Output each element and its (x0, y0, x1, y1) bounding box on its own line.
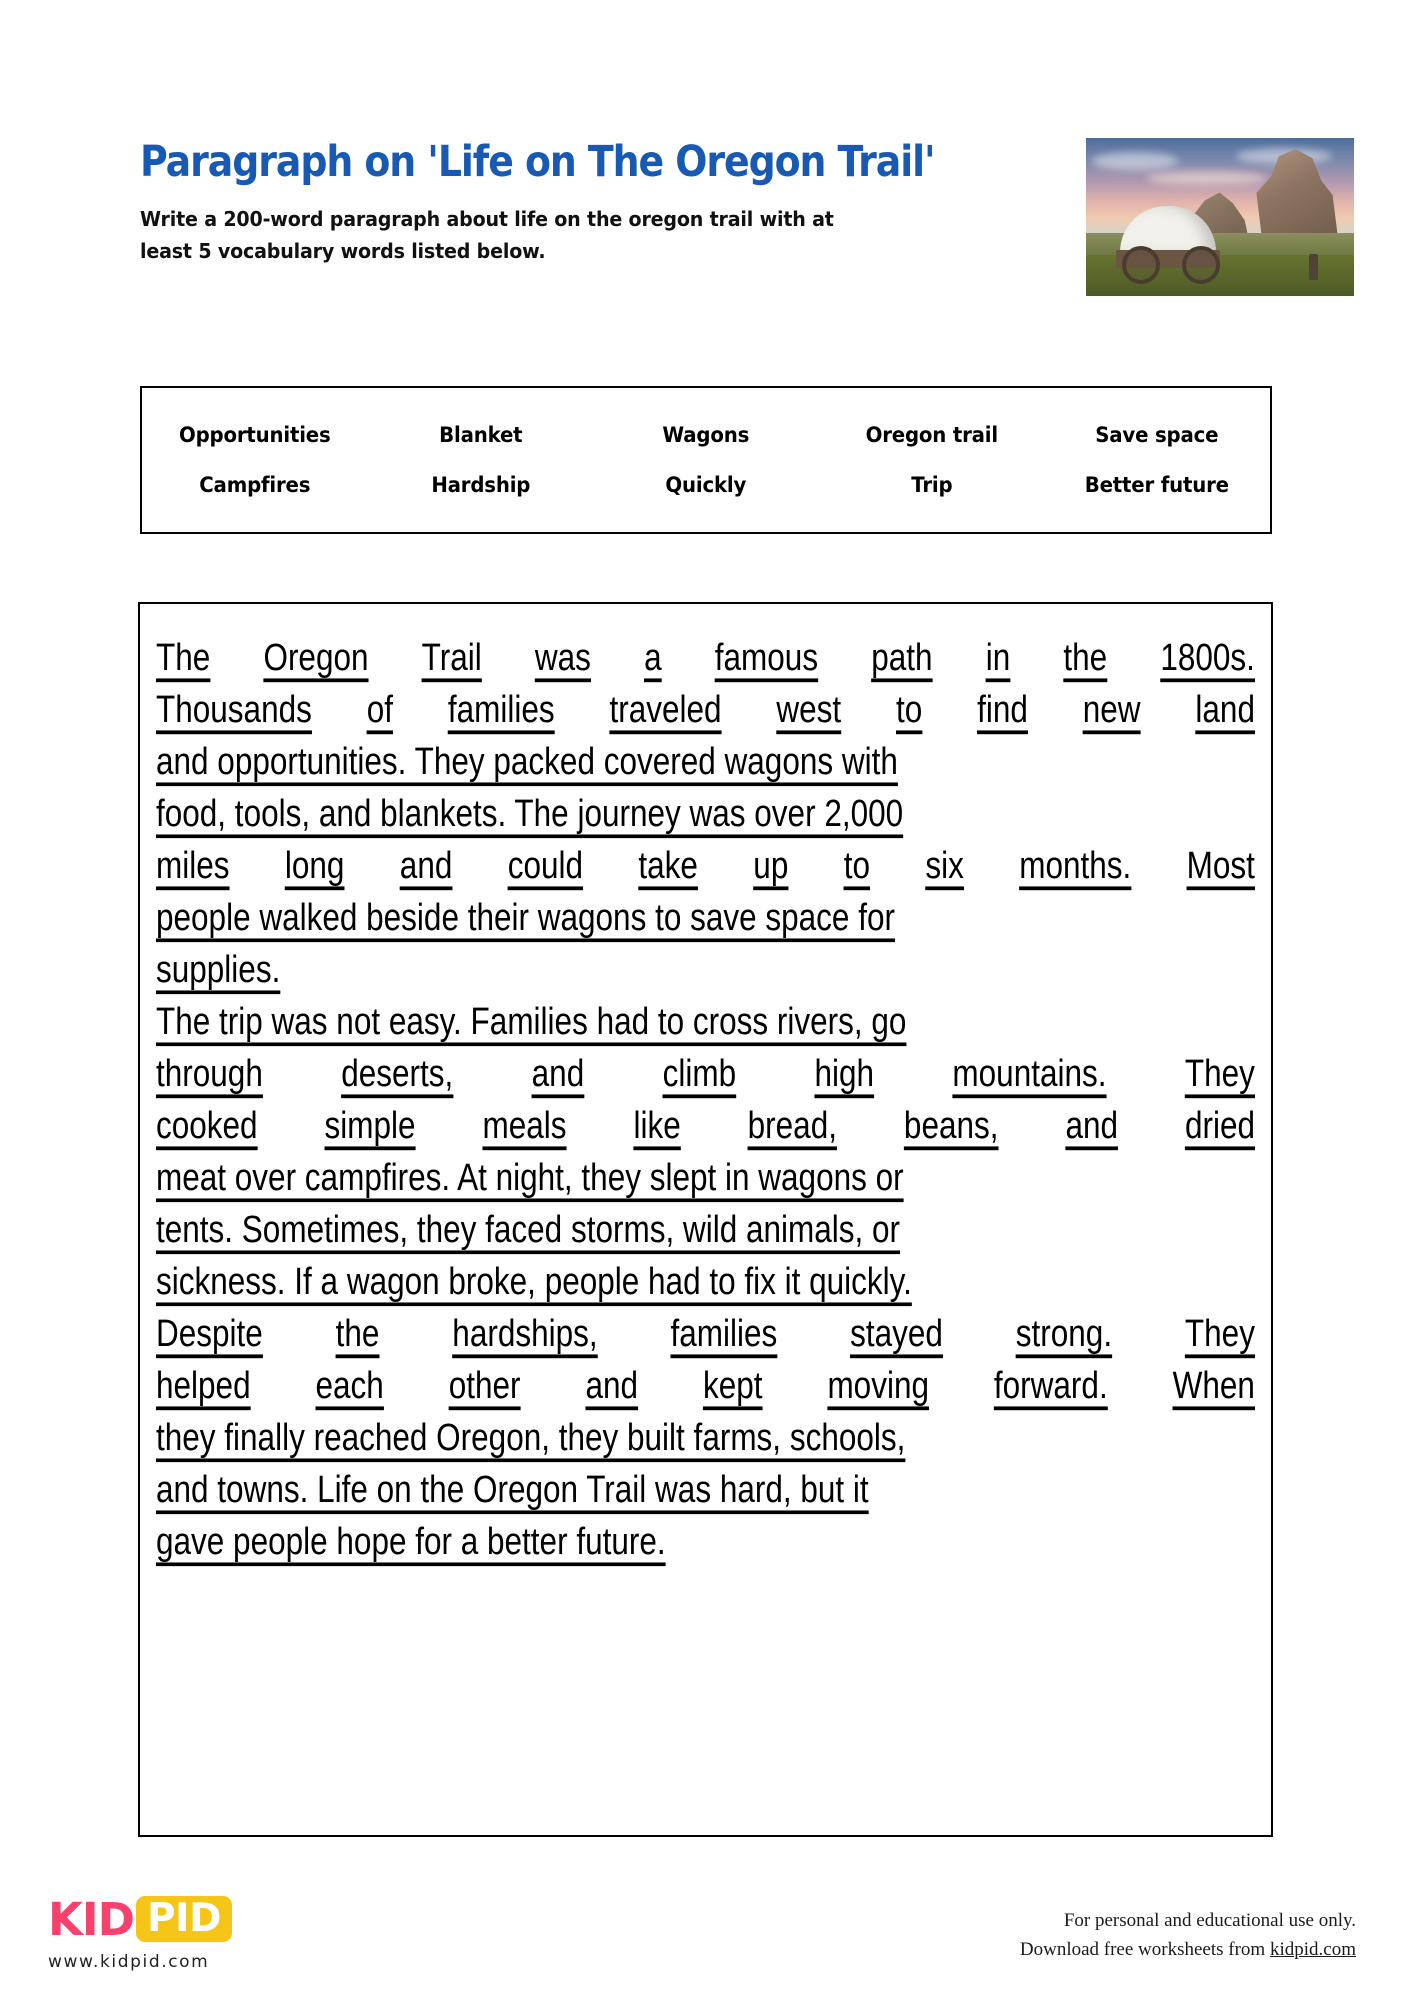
logo-mark (48, 1893, 348, 1945)
footer-note-line-2 (1020, 1935, 1356, 1964)
essay-line (156, 626, 1255, 678)
essay-word: other (448, 1362, 521, 1407)
essay-text (156, 626, 1255, 1562)
vocabulary-word: Opportunities (179, 423, 331, 447)
logo-pid-text: PID (146, 1896, 221, 1941)
essay-word: strong. (1015, 1310, 1113, 1355)
essay-paragraph-2 (156, 990, 1255, 1562)
essay-line-text: meat over campfires. At night, they slept in wagons or (156, 1154, 904, 1199)
logo-pid-badge (136, 1896, 232, 1942)
essay-word: bread, (747, 1102, 837, 1147)
essay-word: through (156, 1050, 263, 1095)
essay-word: dried (1184, 1102, 1255, 1147)
essay-line-text: people walked beside their wagons to save space for (156, 894, 895, 939)
vocabulary-row (142, 423, 1270, 447)
kidpid-logo[interactable] (48, 1893, 348, 1972)
essay-line (156, 1250, 1255, 1302)
essay-line (156, 730, 1255, 782)
essay-line (156, 1458, 1255, 1510)
essay-word: helped (156, 1362, 251, 1407)
essay-word: climb (662, 1050, 737, 1095)
essay-word: could (507, 842, 584, 887)
essay-word: land (1195, 686, 1255, 731)
essay-line (156, 1302, 1255, 1354)
essay-line (156, 782, 1255, 834)
essay-word: to (896, 686, 923, 731)
essay-word: simple (324, 1102, 416, 1147)
essay-line (156, 1354, 1255, 1406)
essay-paragraph-1 (156, 626, 1255, 990)
essay-word: Most (1186, 842, 1255, 887)
essay-word: meals (482, 1102, 567, 1147)
essay-word: path (871, 634, 933, 679)
essay-word: They (1184, 1050, 1255, 1095)
footer-note-line-1: For personal and educational use only. (1063, 1910, 1356, 1931)
vocabulary-word: Quickly (665, 473, 747, 497)
page-title: Paragraph on 'Life on The Oregon Trail' (140, 137, 935, 187)
essay-line-text: The trip was not easy. Families had to cross rivers, go (156, 998, 907, 1043)
instructions-text: Write a 200-word paragraph about life on the oregon trail with at least 5 vocabulary words listed below. (140, 207, 834, 263)
vocabulary-word: Campfires (199, 473, 311, 497)
essay-line-text: they finally reached Oregon, they built farms, schools, (156, 1414, 906, 1459)
essay-word: long (284, 842, 345, 887)
essay-word: in (985, 634, 1011, 679)
essay-word: Trail (421, 634, 482, 679)
essay-word: new (1082, 686, 1141, 731)
wagon-wheel-icon (1182, 246, 1220, 284)
vocabulary-word-bank (140, 386, 1272, 534)
essay-word: to (843, 842, 870, 887)
essay-word: Oregon (263, 634, 369, 679)
essay-word: and (1065, 1102, 1118, 1147)
vocabulary-word: Wagons (662, 423, 750, 447)
fence-post-icon (1309, 254, 1318, 280)
essay-word: was (534, 634, 591, 679)
essay-word: find (977, 686, 1028, 731)
essay-word: of (366, 686, 393, 731)
essay-word: hardships, (452, 1310, 598, 1355)
essay-line (156, 990, 1255, 1042)
essay-word: families (447, 686, 555, 731)
vocabulary-word: Blanket (438, 423, 523, 447)
essay-line (156, 1094, 1255, 1146)
essay-word: up (753, 842, 789, 887)
essay-line-text: food, tools, and blankets. The journey was over 2,000 (156, 790, 904, 835)
vocabulary-word: Hardship (430, 473, 530, 497)
essay-word: traveled (609, 686, 722, 731)
vocabulary-word: Oregon trail (865, 423, 998, 447)
essay-line (156, 678, 1255, 730)
essay-line (156, 1042, 1255, 1094)
vocabulary-word: Better future (1085, 473, 1230, 497)
essay-word: the (335, 1310, 380, 1355)
cloud-icon (1092, 152, 1178, 170)
wagon-wheel-icon (1122, 246, 1160, 284)
covered-wagon-photo (1086, 138, 1354, 296)
essay-word: 1800s. (1160, 634, 1255, 679)
footer-note-prefix: Download free worksheets from (1019, 1939, 1270, 1961)
essay-word: moving (827, 1362, 929, 1407)
essay-word: stayed (850, 1310, 943, 1355)
kidpid-link[interactable]: kidpid.com (1269, 1939, 1356, 1961)
vocabulary-word: Save space (1095, 423, 1219, 447)
essay-word: like (633, 1102, 681, 1147)
essay-line-text: tents. Sometimes, they faced storms, wild animals, or (156, 1206, 901, 1251)
essay-word: take (638, 842, 698, 887)
essay-line (156, 1510, 1255, 1562)
essay-line-text: gave people hope for a better future. (156, 1518, 666, 1563)
essay-line-text: and opportunities. They packed covered wagons with (156, 738, 898, 783)
vocabulary-word: Trip (910, 473, 953, 497)
essay-line (156, 1406, 1255, 1458)
essay-word: high (814, 1050, 875, 1095)
essay-word: the (1063, 634, 1108, 679)
essay-word: miles (156, 842, 230, 887)
essay-word: mountains. (952, 1050, 1107, 1095)
essay-word: kept (702, 1362, 763, 1407)
essay-word: They (1184, 1310, 1255, 1355)
answer-writing-area[interactable] (138, 602, 1273, 1837)
essay-word: months. (1019, 842, 1132, 887)
essay-word: a (644, 634, 662, 679)
essay-line (156, 938, 1255, 990)
essay-word: and (531, 1050, 585, 1095)
essay-line-text: sickness. If a wagon broke, people had to fix it quickly. (156, 1258, 912, 1303)
essay-word: each (315, 1362, 384, 1407)
essay-word: west (776, 686, 842, 731)
essay-word: and (585, 1362, 639, 1407)
logo-website-url: www.kidpid.com (48, 1952, 210, 1972)
essay-word: famous (714, 634, 819, 679)
essay-line-text: supplies. (156, 946, 281, 991)
vocabulary-row (142, 473, 1270, 497)
logo-kid-text: KID (48, 1892, 134, 1946)
cloud-icon (1146, 171, 1266, 185)
essay-line (156, 1146, 1255, 1198)
essay-word: cooked (156, 1102, 258, 1147)
essay-word: Despite (156, 1310, 263, 1355)
worksheet-header (140, 137, 1080, 268)
essay-word: and (399, 842, 453, 887)
essay-word: families (670, 1310, 778, 1355)
essay-line (156, 886, 1255, 938)
essay-word: The (156, 634, 211, 679)
essay-word: Thousands (156, 686, 312, 731)
essay-word: When (1172, 1362, 1255, 1407)
essay-line (156, 1198, 1255, 1250)
footer-usage-note (1020, 1906, 1356, 1965)
essay-word: deserts, (341, 1050, 454, 1095)
essay-line (156, 834, 1255, 886)
essay-word: forward. (993, 1362, 1108, 1407)
essay-line-text: and towns. Life on the Oregon Trail was hard, but it (156, 1466, 869, 1511)
essay-word: six (925, 842, 964, 887)
essay-word: beans, (903, 1102, 999, 1147)
